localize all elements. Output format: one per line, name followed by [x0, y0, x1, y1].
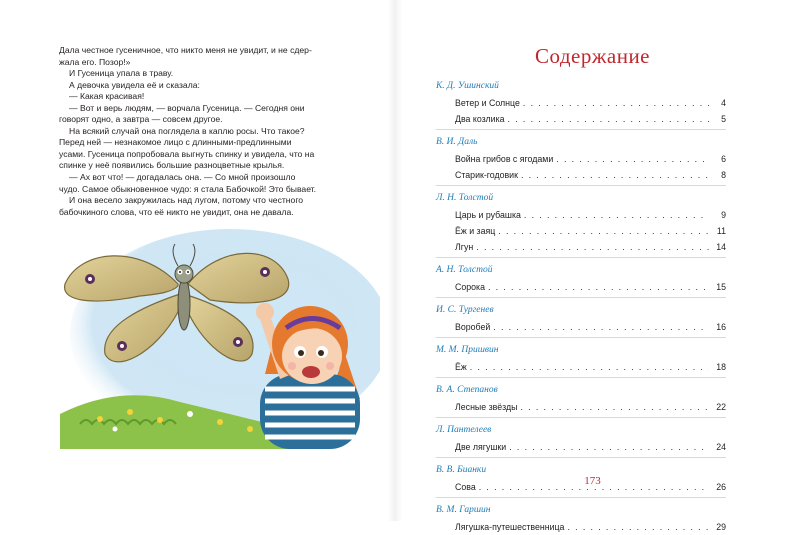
- dot-leader: [470, 359, 709, 375]
- dot-leader: [493, 319, 709, 335]
- story-line: спинке у неё появились большие разноцветные крылья.: [59, 160, 285, 171]
- toc-entry-title: Сорока: [455, 282, 485, 292]
- dot-leader: [567, 519, 709, 535]
- story-line: — Ах вот что! — догадалась она. — Со мной произошло: [69, 172, 296, 183]
- toc-author: Л. Пантелеев: [436, 425, 492, 435]
- story-line: И Гусеница упала в траву.: [69, 68, 174, 79]
- toc-entry-page: 24: [716, 442, 726, 452]
- toc-entry-title: Старик-годовик: [455, 170, 518, 180]
- toc-entry[interactable]: [436, 439, 726, 455]
- dot-leader: [508, 111, 709, 127]
- dot-leader: [509, 439, 709, 455]
- butterfly-and-girl-illustration: [60, 224, 380, 449]
- toc-separator: [436, 257, 726, 258]
- story-line: чудо. Самое обыкновенное чудо: я стала Бабочкой! Это бывает.: [59, 183, 317, 194]
- dot-leader: [556, 151, 709, 167]
- dot-leader: [520, 399, 709, 415]
- toc-entry-page: 5: [721, 114, 726, 124]
- toc-entry-page: 16: [716, 322, 726, 332]
- story-line: Дала честное гусеничное, что никто меня не увидит, и не сдер-: [59, 45, 312, 55]
- story-line: На всякий случай она поглядела в каплю росы. Что такое?: [69, 125, 305, 136]
- toc-entry[interactable]: [436, 519, 726, 535]
- toc-entry-title: Лесные звёзды: [455, 402, 518, 412]
- toc-separator: [436, 337, 726, 338]
- toc-author: В. А. Степанов: [436, 385, 498, 395]
- page-number: 173: [584, 475, 601, 487]
- toc-entry-title: Война грибов с ягодами: [455, 154, 554, 164]
- toc-separator: [436, 377, 726, 378]
- toc-separator: [436, 417, 726, 418]
- left-page: [0, 0, 395, 521]
- toc-author: Л. Н. Толстой: [436, 193, 494, 203]
- story-line: усами. Гусеница попробовала выгнуть спинку и увидела, что на: [59, 148, 315, 159]
- toc-entry[interactable]: [436, 359, 726, 375]
- toc-entry-page: 4: [721, 98, 726, 108]
- dot-leader: [498, 223, 709, 239]
- dot-leader: [523, 95, 709, 111]
- toc-entry-title: Воробей: [455, 322, 491, 332]
- story-line: говорят одно, а завтра — совсем другое.: [59, 114, 223, 125]
- dot-leader: [476, 239, 709, 255]
- toc-author: В. В. Бианки: [436, 465, 487, 475]
- toc-separator: [436, 297, 726, 298]
- story-line: бабочкиного слова, что её никто не увидит, она не давала.: [59, 206, 294, 217]
- toc-author: В. М. Гаршин: [436, 505, 491, 515]
- toc-entry-page: 9: [721, 210, 726, 220]
- toc-entry-title: Лгун: [455, 242, 474, 252]
- toc-entry[interactable]: [436, 207, 726, 223]
- toc-entry[interactable]: [436, 223, 726, 239]
- toc-entry-page: 15: [716, 282, 726, 292]
- toc-title: Содержание: [534, 44, 651, 68]
- toc-entry-title: Лягушка-путешественница: [455, 522, 565, 532]
- toc-author: И. С. Тургенев: [436, 305, 494, 315]
- toc-entry-page: 18: [716, 362, 726, 372]
- story-line: — Какая красивая!: [69, 91, 145, 102]
- dot-leader: [488, 279, 709, 295]
- story-text: [59, 45, 353, 218]
- table-of-contents: [436, 74, 726, 535]
- toc-separator: [436, 129, 726, 130]
- dot-leader: [521, 167, 709, 183]
- toc-entry[interactable]: [436, 167, 726, 183]
- story-line: жала его. Позор!»: [59, 56, 131, 67]
- toc-entry-title: Две лягушки: [455, 442, 507, 452]
- toc-separator: [436, 185, 726, 186]
- toc-author: М. М. Пришвин: [436, 345, 499, 355]
- toc-entry-title: Два козлика: [455, 114, 505, 124]
- toc-author: К. Д. Ушинский: [436, 81, 499, 91]
- toc-author: А. Н. Толстой: [436, 265, 493, 275]
- toc-entry-title: Ёж: [455, 362, 467, 372]
- toc-separator: [436, 497, 726, 498]
- toc-entry-title: Сова: [455, 482, 476, 492]
- story-line: Перед ней — незнакомое лицо с длинными-предлинными: [59, 137, 292, 148]
- toc-entry-page: 26: [716, 482, 726, 492]
- story-line: — Вот и верь людям, — ворчала Гусеница. — Сегодня они: [69, 102, 305, 113]
- story-line: И она весело закружилась над лугом, потому что честного: [69, 195, 304, 206]
- toc-entry-page: 6: [721, 154, 726, 164]
- story-line: А девочка увидела её и сказала:: [69, 79, 200, 90]
- toc-entry[interactable]: [436, 279, 726, 295]
- toc-entry-page: 22: [716, 402, 726, 412]
- toc-entry-title: Царь и рубашка: [455, 210, 521, 220]
- dot-leader: [524, 207, 709, 223]
- toc-entry-page: 8: [721, 170, 726, 180]
- toc-entry-page: 29: [716, 522, 726, 532]
- toc-entry-title: Ветер и Солнце: [455, 98, 520, 108]
- toc-entry-page: 14: [716, 242, 726, 252]
- toc-entry-page: 11: [716, 226, 726, 236]
- toc-entry[interactable]: [436, 239, 726, 255]
- toc-entry[interactable]: [436, 151, 726, 167]
- toc-author: В. И. Даль: [436, 137, 478, 147]
- toc-entry-title: Ёж и заяц: [455, 226, 496, 236]
- toc-entry[interactable]: [436, 95, 726, 111]
- toc-entry[interactable]: [436, 319, 726, 335]
- toc-separator: [436, 457, 726, 458]
- toc-entry[interactable]: [436, 111, 726, 127]
- toc-entry[interactable]: [436, 399, 726, 415]
